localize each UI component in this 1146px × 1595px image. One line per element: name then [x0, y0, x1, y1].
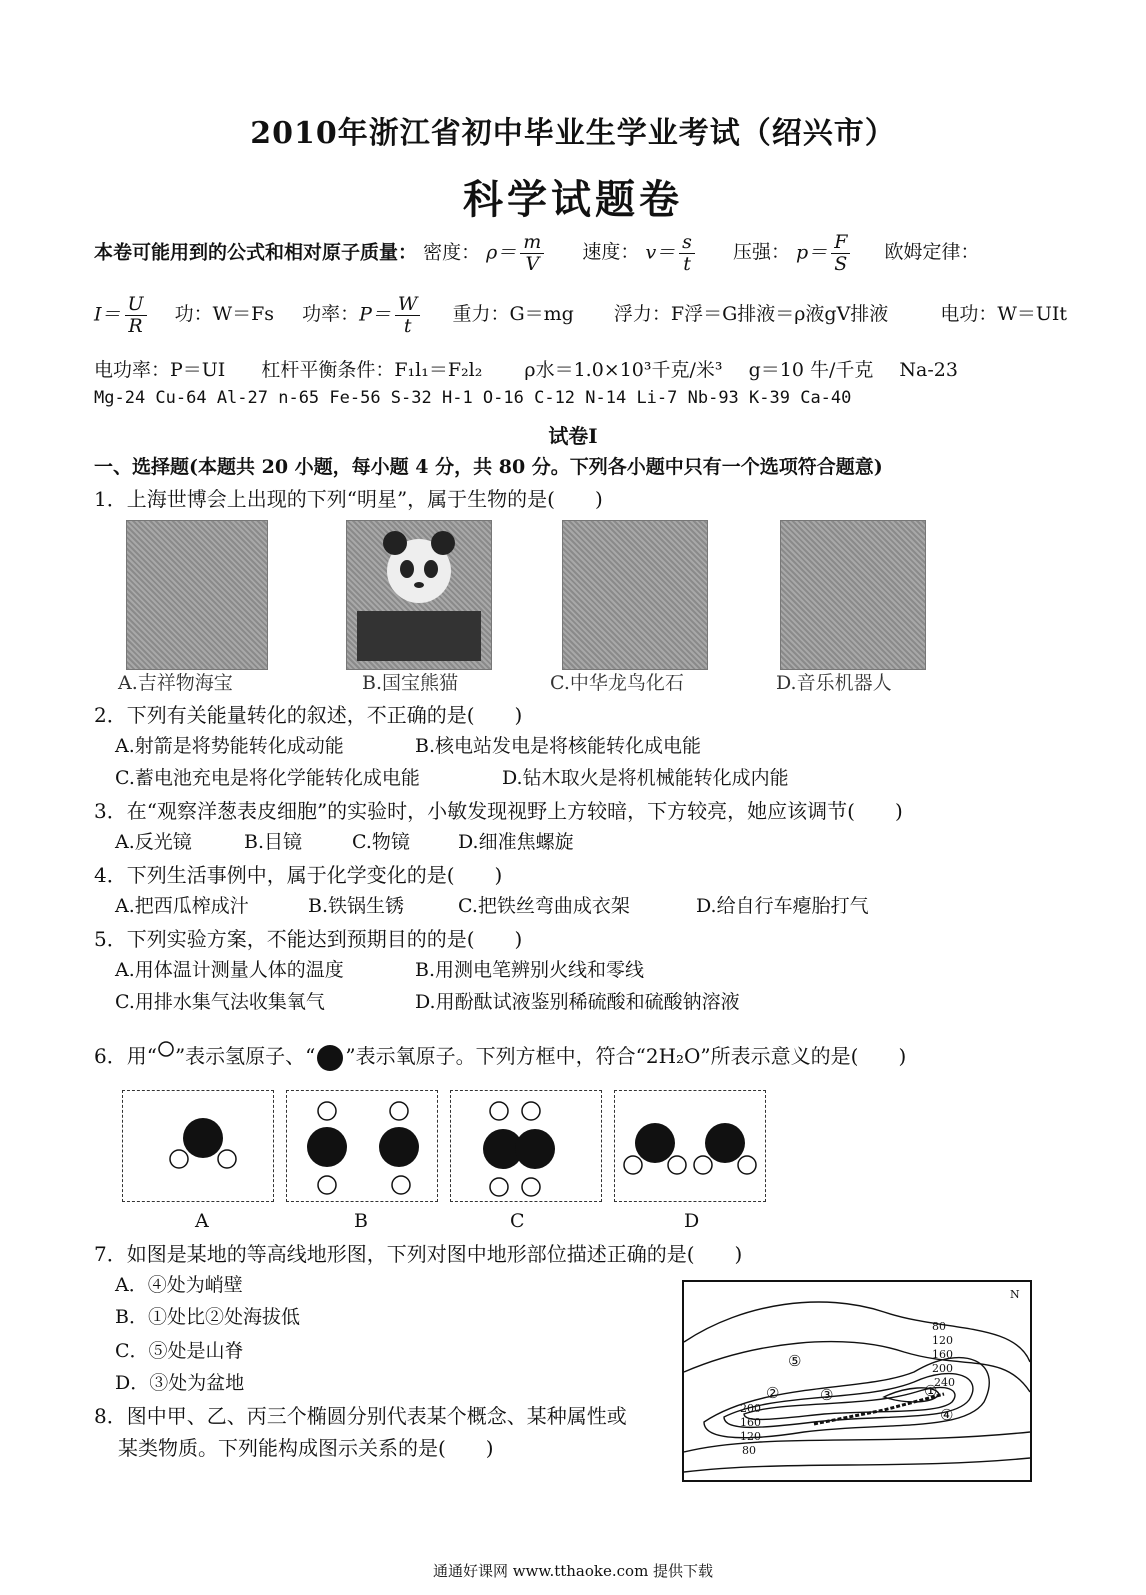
buoyancy-formula: 浮力：F浮＝G排液＝ρ液gV排液 — [613, 303, 889, 326]
map-label-240: 240 — [934, 1376, 955, 1389]
q4-option-d: D.给自行车瘪胎打气 — [696, 895, 869, 917]
q6-label-a: A — [195, 1210, 209, 1232]
q7-option-a: A．④处为峭壁 — [115, 1274, 243, 1296]
q4-option-c: C.把铁丝弯曲成衣架 — [458, 895, 630, 917]
q6-label-c: C — [510, 1210, 525, 1232]
pressure-fraction: $\frac{F}{S}$ — [831, 232, 850, 275]
contour-map — [682, 1280, 1032, 1482]
molecule-box-c — [450, 1090, 602, 1202]
q1-caption-d: D.音乐机器人 — [776, 672, 892, 694]
elec-power-formula: 电功率：P＝UI — [94, 359, 226, 381]
molecule-icon — [451, 1091, 601, 1201]
q2-option-d: D.钻木取火是将机械能转化成内能 — [502, 767, 789, 789]
work-formula: 功：W＝Fs — [174, 303, 275, 326]
molecule-box-b — [286, 1090, 438, 1202]
power-label: 功率： — [302, 303, 360, 326]
q5-stem: 5．下列实验方案，不能达到预期目的的是( ) — [94, 927, 523, 951]
elec-work-formula: 电功：W＝UIt — [940, 303, 1068, 326]
q1-stem: 1．上海世博会上出现的下列“明星”，属于生物的是( ) — [94, 487, 603, 511]
q6-stem-part-c: ”表示氧原子。下列方框中，符合“2H₂O”所表示意义的是( ) — [345, 1044, 907, 1068]
q2-option-b: B.核电站发电是将核能转化成电能 — [415, 735, 702, 757]
map-label-80-west: 80 — [742, 1444, 756, 1457]
formula-intro: 本卷可能用到的公式和相对原子质量： — [94, 241, 418, 264]
map-label-120-west: 120 — [740, 1430, 761, 1443]
q6-label-d: D — [684, 1210, 700, 1232]
formula-line-1 — [94, 232, 979, 275]
pressure-lhs: p＝ — [796, 241, 828, 264]
section-title: 一、选择题(本题共 20 小题，每小题 4 分，共 80 分。下列各小题中只有一个选项符合题意) — [94, 456, 883, 478]
map-label-200-west: 200 — [740, 1402, 761, 1415]
water-molecule-icon — [123, 1091, 273, 1201]
q5-option-c: C.用排水集气法收集氧气 — [115, 991, 325, 1013]
exam-subtitle: 科学试题卷 — [463, 176, 683, 223]
power-fraction: $\frac{W}{t}$ — [395, 294, 421, 337]
map-marker-2: ② — [766, 1384, 780, 1402]
q3-option-a: A.反光镜 — [115, 831, 192, 853]
map-marker-4: ④ — [940, 1406, 954, 1424]
q3-option-d: D.细准焦螺旋 — [458, 831, 574, 853]
q7-option-c: C．⑤处是山脊 — [115, 1340, 244, 1362]
map-marker-3: ③ — [820, 1386, 834, 1404]
formula-line-2 — [94, 294, 1067, 337]
map-label-160-west: 160 — [740, 1416, 761, 1429]
atomic-mass-1: Na-23 — [899, 359, 958, 381]
q7-option-b: B．①处比②处海拔低 — [115, 1306, 300, 1328]
panda-photo — [346, 520, 492, 670]
ohm-label: 欧姆定律： — [884, 241, 980, 264]
q2-option-a: A.射箭是将势能转化成动能 — [115, 735, 344, 757]
pressure-label: 压强： — [732, 241, 790, 264]
atomic-mass-line: Mg-24 Cu-64 Al-27 n-65 Fe-56 S-32 H-1 O-16 C-12 N-14 Li-7 Nb-93 K-39 Ca-40 — [94, 388, 852, 408]
q6-stem-part-b: ”表示氢原子、“ — [174, 1044, 316, 1068]
map-label-160: 160 — [932, 1348, 953, 1361]
fossil-photo — [562, 520, 708, 670]
q8-stem-line-1: 8．图中甲、乙、丙三个椭圆分别代表某个概念、某种属性或 — [94, 1404, 627, 1428]
water-molecules-icon — [615, 1091, 765, 1201]
hydrogen-atom-icon — [157, 1040, 175, 1058]
q1-caption-a: A.吉祥物海宝 — [118, 672, 233, 694]
q7-option-d: D．③处为盆地 — [115, 1372, 245, 1394]
q6-label-b: B — [354, 1210, 368, 1232]
map-marker-1: ① — [924, 1382, 938, 1400]
robot-photo — [780, 520, 926, 670]
density-lhs: ρ＝ — [486, 241, 517, 264]
q3-option-b: B.目镜 — [244, 831, 303, 853]
q5-option-d: D.用酚酞试液鉴别稀硫酸和硫酸钠溶液 — [415, 991, 740, 1013]
ohm-lhs: I＝ — [94, 303, 121, 326]
q2-stem: 2．下列有关能量转化的叙述，不正确的是( ) — [94, 703, 523, 727]
gravity-formula: 重力：G＝mg — [452, 303, 574, 326]
q5-option-b: B.用测电笔辨别火线和零线 — [415, 959, 645, 981]
water-density: ρ水＝1.0×10³千克/米³ — [524, 359, 723, 381]
q6-stem — [94, 1040, 906, 1073]
molecule-box-a — [122, 1090, 274, 1202]
q1-caption-b: B.国宝熊猫 — [362, 672, 459, 694]
g-value: g＝10 牛/千克 — [748, 359, 874, 381]
exam-title: 2010年浙江省初中毕业生学业考试（绍兴市） — [250, 116, 896, 151]
density-fraction: $\frac{m}{V}$ — [520, 232, 544, 275]
q4-option-b: B.铁锅生锈 — [308, 895, 405, 917]
oxygen-atom-icon — [315, 1043, 345, 1073]
page-footer: 通通好课网 www.tthaoke.com 提供下载 — [432, 1562, 714, 1580]
map-label-120: 120 — [932, 1334, 953, 1347]
formula-line-3 — [94, 355, 958, 382]
q4-option-a: A.把西瓜榨成汁 — [115, 895, 249, 917]
map-marker-5: ⑤ — [788, 1352, 802, 1370]
map-label-200: 200 — [932, 1362, 953, 1375]
north-arrow-icon: N — [1010, 1288, 1020, 1301]
speed-label: 速度： — [582, 241, 640, 264]
haibao-photo — [126, 520, 268, 670]
q7-stem: 7．如图是某地的等高线地形图，下列对图中地形部位描述正确的是( ) — [94, 1242, 743, 1266]
panda-icon — [347, 521, 491, 669]
q2-option-c: C.蓄电池充电是将化学能转化成电能 — [115, 767, 420, 789]
q3-option-c: C.物镜 — [352, 831, 410, 853]
q4-stem: 4．下列生活事例中，属于化学变化的是( ) — [94, 863, 503, 887]
ohm-fraction: $\frac{U}{R}$ — [125, 294, 147, 337]
map-label-80: 80 — [932, 1320, 946, 1333]
q6-stem-part-a: 6．用“ — [94, 1044, 157, 1068]
q8-stem-line-2: 某类物质。下列能构成图示关系的是( ) — [118, 1436, 494, 1460]
q5-option-a: A.用体温计测量人体的温度 — [115, 959, 344, 981]
power-lhs: P＝ — [359, 303, 391, 326]
contour-lines — [684, 1282, 1030, 1480]
molecule-box-d — [614, 1090, 766, 1202]
speed-fraction: $\frac{s}{t}$ — [679, 232, 695, 275]
molecule-icon — [287, 1091, 437, 1201]
paper-heading: 试卷Ⅰ — [548, 424, 598, 448]
lever-formula: 杠杆平衡条件：F₁l₁＝F₂l₂ — [261, 359, 483, 381]
speed-lhs: v＝ — [645, 241, 676, 264]
q3-stem: 3．在“观察洋葱表皮细胞”的实验时，小敏发现视野上方较暗，下方较亮，她应该调节( ) — [94, 799, 903, 823]
q1-caption-c: C.中华龙鸟化石 — [550, 672, 684, 694]
density-label: 密度： — [423, 241, 481, 264]
